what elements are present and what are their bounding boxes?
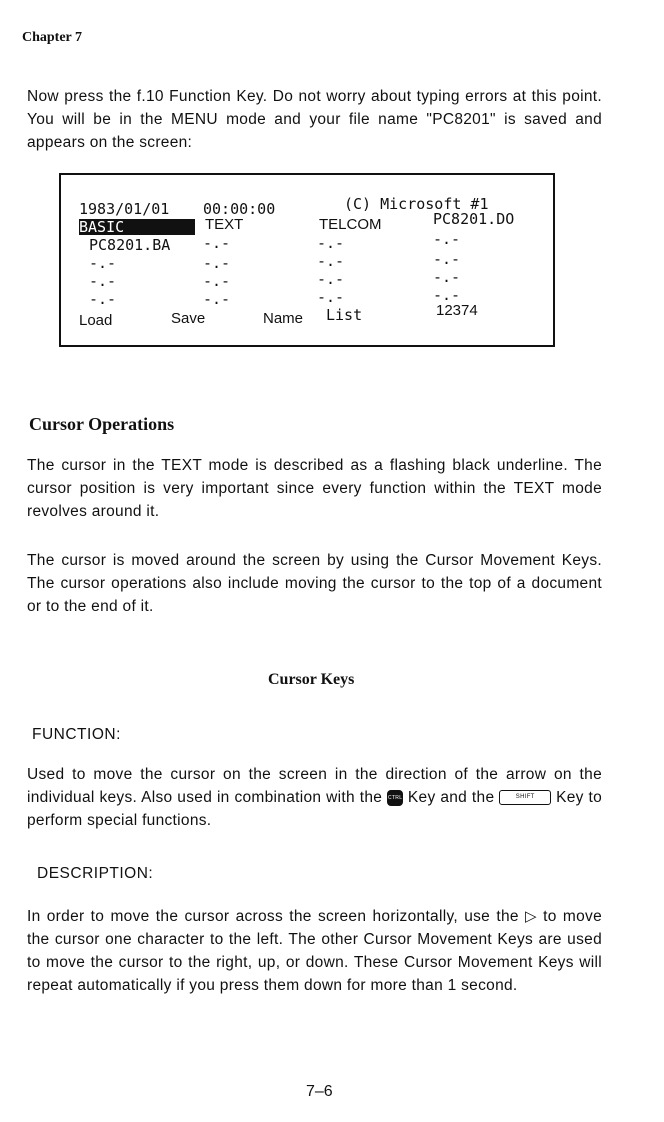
screen-slot: -.-	[317, 252, 345, 270]
cursor-paragraph-2: The cursor is moved around the screen by using the Cursor Movement Keys. The cursor operations also include moving the cursor to the top of a document or to the end of it.	[27, 552, 602, 615]
screen-slot: -.-	[203, 290, 231, 308]
menu-load: Load	[79, 312, 113, 329]
section-heading: Cursor Operations	[29, 414, 175, 434]
screen-slot: -.-	[433, 286, 461, 304]
intro-paragraph: Now press the f.10 Function Key. Do not worry about typing errors at this point. You will be in the MENU mode and your file name "PC8201" is saved and appears on the screen:	[27, 88, 602, 151]
screen-file-do: PC8201.DO	[433, 210, 515, 228]
lcd-screen	[59, 173, 555, 347]
screen-slot: -.-	[89, 254, 117, 272]
function-text: Used to move the cursor on the screen in the direction of the arrow on the individual keys. Also used in combination with the	[27, 766, 602, 806]
screen-time: 00:00:00	[203, 200, 276, 218]
screen-telcom: TELCOM	[319, 216, 382, 233]
screen-copyright: (C) Microsoft #1	[344, 195, 489, 213]
screen-file-ba: PC8201.BA	[89, 236, 171, 254]
page-number: 7–6	[306, 1083, 333, 1100]
description-label: DESCRIPTION:	[37, 865, 154, 882]
function-paragraph	[27, 763, 602, 832]
screen-slot: -.-	[433, 230, 461, 248]
screen-slot: -.-	[89, 290, 117, 308]
function-text: Key and the	[407, 789, 495, 806]
screen-slot: -.-	[433, 250, 461, 268]
screen-slot: -.-	[203, 234, 231, 252]
chapter-label: Chapter 7	[22, 30, 83, 45]
description-text: In order to move the cursor across the screen horizontally, use the	[27, 908, 519, 925]
screen-slot: -.-	[317, 288, 345, 306]
menu-save: Save	[171, 310, 206, 327]
function-label: FUNCTION:	[32, 726, 121, 743]
screen-slot: -.-	[433, 268, 461, 286]
shift-key-icon: SHIFT	[499, 790, 551, 805]
menu-free-bytes: 12374	[436, 302, 478, 319]
screen-slot: -.-	[203, 254, 231, 272]
screen-slot: -.-	[317, 270, 345, 288]
menu-name: Name	[263, 310, 304, 327]
left-arrow-key-icon: ▷	[525, 908, 537, 926]
ctrl-key-icon: CTRL	[387, 790, 403, 806]
subsection-heading: Cursor Keys	[268, 671, 355, 688]
screen-slot: -.-	[203, 272, 231, 290]
screen-date: 1983/01/01	[79, 200, 170, 218]
description-paragraph	[27, 905, 602, 997]
screen-basic-selected: BASIC	[79, 219, 195, 235]
function-text: Key to perform special functions.	[27, 789, 603, 829]
menu-list: List	[326, 306, 363, 324]
screen-slot: -.-	[89, 272, 117, 290]
cursor-paragraph-1: The cursor in the TEXT mode is described as a flashing black underline. The cursor position is very important since every function within the TEXT mode revolves around it.	[27, 457, 602, 520]
screen-text: TEXT	[205, 216, 244, 233]
description-text: to move the cursor one character to the left. The other Cursor Movement Keys are used to move the cursor to the right, up, or down. These Cursor Movement Keys will repeat automatically if you press them down for more than 1 second.	[27, 908, 603, 995]
screen-slot: -.-	[317, 234, 345, 252]
